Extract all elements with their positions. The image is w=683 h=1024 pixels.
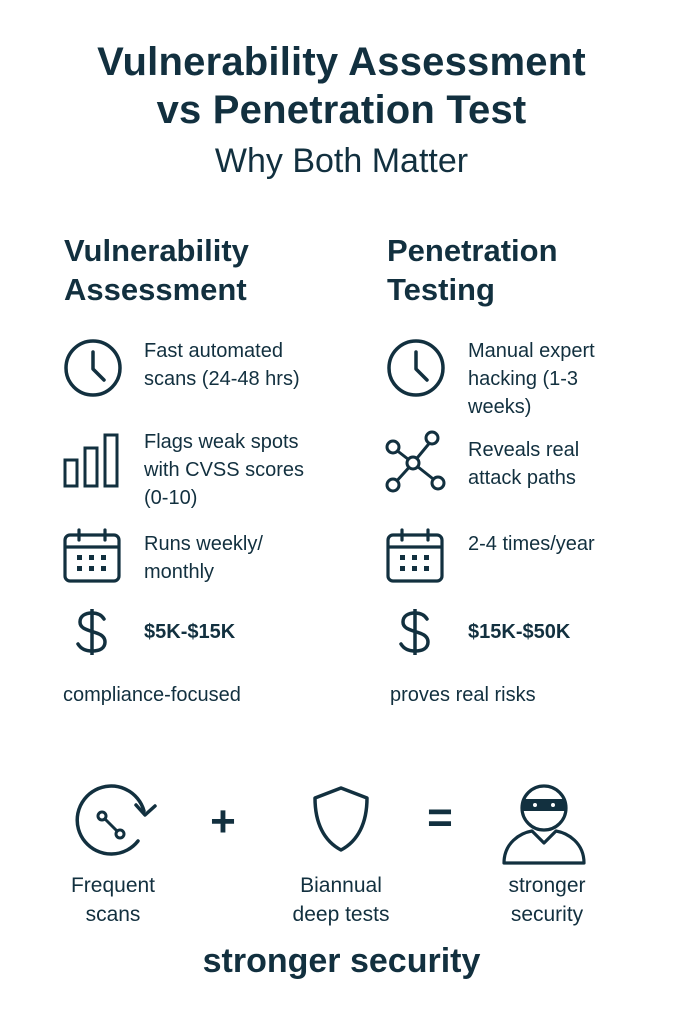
equals-sign: = xyxy=(427,793,453,842)
right-row-1-line-1: Manual expert xyxy=(468,340,595,362)
left-row-2-line-2: with CVSS scores xyxy=(144,459,305,481)
right-row-2-text xyxy=(468,436,579,492)
left-row-3-line-2: monthly xyxy=(144,561,215,583)
calendar-icon xyxy=(63,528,121,584)
left-price: $5K-$15K xyxy=(144,621,236,643)
equation-item-3-line-1: stronger xyxy=(508,874,586,897)
right-row-1-text xyxy=(468,337,595,421)
dollar-icon xyxy=(395,608,435,656)
hacker-icon xyxy=(500,781,588,865)
left-row-3-line-1: Runs weekly/ xyxy=(144,533,263,555)
equation-item-2-line-1: Biannual xyxy=(300,874,382,897)
network-nodes-icon xyxy=(384,430,446,494)
right-row-1-line-3: weeks) xyxy=(468,396,532,418)
left-row-1-line-1: Fast automated xyxy=(144,340,283,362)
right-row-2-line-2: attack paths xyxy=(468,467,576,489)
clock-icon xyxy=(63,338,123,398)
equation-item-3-line-2: security xyxy=(510,903,584,926)
right-price: $15K-$50K xyxy=(468,621,571,643)
refresh-clock-icon xyxy=(72,781,162,861)
left-row-2-line-1: Flags weak spots xyxy=(144,431,299,453)
equation-item-1-label xyxy=(53,871,173,929)
plus-sign: + xyxy=(210,797,236,846)
left-row-2-line-3: (0-10) xyxy=(144,487,198,509)
bar-chart-icon xyxy=(63,432,121,488)
left-heading-line-2: Assessment xyxy=(64,272,247,307)
equation-item-3-label xyxy=(482,871,612,929)
clock-icon xyxy=(386,338,446,398)
shield-icon xyxy=(312,785,370,853)
left-footer: compliance-focused xyxy=(63,684,241,706)
dollar-icon xyxy=(72,608,112,656)
right-footer: proves real risks xyxy=(390,684,536,706)
left-row-2-text xyxy=(144,428,304,512)
right-heading-line-2: Testing xyxy=(387,272,495,307)
left-row-1-line-2: scans (24-48 hrs) xyxy=(144,368,300,390)
right-heading-line-1: Penetration xyxy=(387,233,558,268)
left-heading-line-1: Vulnerability xyxy=(64,233,249,268)
left-row-1-text xyxy=(144,337,300,393)
equation-item-1-line-1: Frequent xyxy=(70,874,156,897)
title-line-1: Vulnerability Assessment xyxy=(97,40,586,84)
tagline: stronger security xyxy=(202,942,481,980)
right-row-1-line-2: hacking (1-3 xyxy=(468,368,579,390)
calendar-icon xyxy=(386,528,444,584)
subtitle: Why Both Matter xyxy=(214,142,469,180)
right-row-2-line-1: Reveals real xyxy=(468,439,580,461)
equation-item-1-line-2: scans xyxy=(85,903,141,926)
equation-item-2-line-2: deep tests xyxy=(292,903,390,926)
equation-item-2-label xyxy=(271,871,411,929)
title-line-2: vs Penetration Test xyxy=(156,88,527,132)
right-row-3-text: 2-4 times/year xyxy=(468,533,595,555)
left-row-3-text xyxy=(144,530,263,586)
